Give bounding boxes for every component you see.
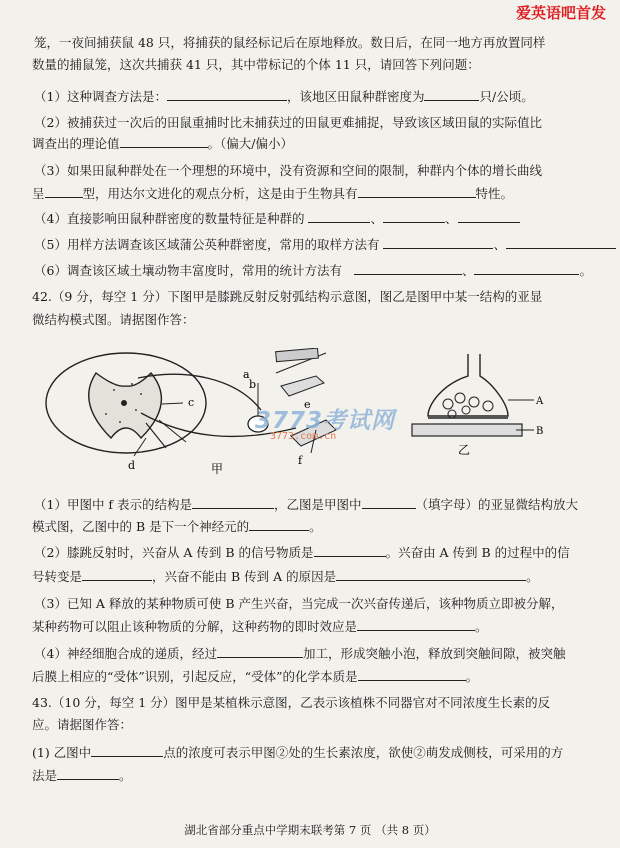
text-line: （2）被捕获过一次后的田鼠重捕时比未捕获过的田鼠更难捕捉，导致该区域田鼠的实际值比 xyxy=(34,115,542,130)
answer-blank[interactable] xyxy=(336,568,526,581)
text: （2）膝跳反射时，兴奋从 A 传到 B 的信号物质是 xyxy=(34,545,314,560)
answer-blank[interactable] xyxy=(217,645,303,658)
answer-blank[interactable] xyxy=(506,236,616,249)
answer-blank[interactable] xyxy=(57,767,119,780)
synapse-diagram xyxy=(398,354,548,474)
text: 。兴奋由 A 传到 B 的过程中的信 xyxy=(385,545,570,560)
answer-blank[interactable] xyxy=(91,744,163,757)
question-41-3-tail xyxy=(32,185,620,203)
text: 、 xyxy=(493,237,506,252)
text-line: 42.（9 分，每空 1 分）下图甲是膝跳反射反射弧结构示意图，图乙是图甲中某一结构的亚显 xyxy=(32,289,543,304)
question-41-2-tail xyxy=(32,135,620,153)
question-42-1 xyxy=(34,496,620,514)
text: 型，用达尔文进化的观点分析，这是由于生物具有 xyxy=(82,186,358,201)
text: 呈 xyxy=(32,186,45,201)
text: （1）甲图中 f 表示的结构是 xyxy=(34,497,193,512)
question-43-1-tail xyxy=(32,767,620,785)
answer-blank[interactable] xyxy=(458,210,520,223)
text-line: 笼，一夜间捕获鼠 48 只，将捕获的鼠经标记后在原地释放。数日后，在同一地方再放置同样 xyxy=(34,35,546,50)
text-line: 43.（10 分，每空 1 分）图甲是某植株示意图，乙表示该植株不同器官对不同浓度生长素的反 xyxy=(32,695,551,710)
text: 法是 xyxy=(32,768,58,783)
text-line: 应。请据图作答： xyxy=(32,717,133,732)
text: 。 xyxy=(119,768,132,783)
label-c: c xyxy=(188,396,195,409)
text: （4）神经细胞合成的递质，经过 xyxy=(34,646,217,661)
question-42-4-tail xyxy=(32,668,620,686)
text: 号转变是 xyxy=(32,569,83,584)
question-41-4 xyxy=(34,210,620,228)
answer-blank[interactable] xyxy=(424,88,479,101)
question-42-2 xyxy=(34,544,620,562)
text: 模式图，乙图中的 B 是下一个神经元的 xyxy=(32,519,250,534)
label-A: A xyxy=(536,396,544,407)
text: （1）这种调查方法是： xyxy=(34,89,167,104)
text: 加工，形成突触小泡，释放到突触间隙，被突触 xyxy=(302,646,566,661)
answer-blank[interactable] xyxy=(167,88,287,101)
label-f: f xyxy=(298,454,303,467)
answer-blank[interactable] xyxy=(474,262,579,275)
answer-blank[interactable] xyxy=(82,568,152,581)
question-42-2-tail xyxy=(32,568,620,586)
site-logo: 3773考试网 xyxy=(255,408,396,434)
answer-blank[interactable] xyxy=(362,496,416,509)
question-42-1-tail xyxy=(32,518,620,536)
text: 。 xyxy=(465,669,479,684)
answer-blank[interactable] xyxy=(120,135,208,148)
answer-blank[interactable] xyxy=(249,518,309,531)
text-line: （3）已知 A 释放的某种物质可使 B 产生兴奋，当完成一次兴奋传递后，该种物质立即被分解， xyxy=(34,596,564,611)
label-a: a xyxy=(243,368,250,381)
text: 点的浓度可表示甲图②处的生长素浓度，欲使②萌发成侧枝，可采用的方 xyxy=(163,745,564,760)
answer-blank[interactable] xyxy=(354,262,462,275)
text: （6）调查该区域土壤动物丰富度时，常用的统计方法有 xyxy=(34,263,342,278)
answer-blank[interactable] xyxy=(358,185,476,198)
text: 。 xyxy=(309,519,322,534)
text-line: 微结构模式图。请据图作答： xyxy=(32,312,195,327)
label-jia: 甲 xyxy=(211,462,224,476)
text: 。 xyxy=(526,569,539,584)
text: 、 xyxy=(461,263,475,278)
answer-blank[interactable] xyxy=(358,668,466,681)
question-42-4 xyxy=(34,645,620,663)
text-line: （3）如果田鼠种群处在一个理想的环境中，没有资源和空间的限制，种群内个体的增长曲线 xyxy=(34,163,542,178)
text: （填字母）的亚显微结构放大 xyxy=(415,497,579,512)
text: 只/公顷。 xyxy=(479,89,534,104)
text: 、 xyxy=(444,211,458,226)
site-watermark: 爱英语吧首发 xyxy=(515,4,606,22)
text: 后膜上相应的“受体”识别，引起反应，“受体”的化学本质是 xyxy=(32,669,358,684)
text: 。（偏大/偏小） xyxy=(207,136,293,151)
text-line: 数量的捕鼠笼，这次共捕获 41 只，其中带标记的个体 11 只，请回答下列问题： xyxy=(32,57,480,72)
label-B: B xyxy=(536,426,544,437)
question-42-3-tail xyxy=(32,618,620,636)
text: 调查出的理论值 xyxy=(32,136,120,151)
text: (1) 乙图中 xyxy=(32,745,92,760)
answer-blank[interactable] xyxy=(192,496,274,509)
question-43-1 xyxy=(32,744,620,762)
label-yi: 乙 xyxy=(458,443,471,457)
text: （4）直接影响田鼠种群密度的数量特征是种群的 xyxy=(34,211,305,226)
answer-blank[interactable] xyxy=(357,618,475,631)
label-e: e xyxy=(304,398,311,411)
text: ，乙图是甲图中 xyxy=(274,497,362,512)
text: ，兴奋不能由 B 传到 A 的原因是 xyxy=(152,569,337,584)
page-footer: 湖北省部分重点中学期末联考第 7 页 （共 8 页） xyxy=(184,823,436,837)
text: （5）用样方法调查该区域蒲公英种群密度，常用的取样方法有 xyxy=(34,237,380,252)
text: 、 xyxy=(370,211,383,226)
question-41-1 xyxy=(34,88,620,106)
text: 特性。 xyxy=(475,186,514,201)
label-b: b xyxy=(249,378,257,391)
answer-blank[interactable] xyxy=(383,210,445,223)
answer-blank[interactable] xyxy=(45,185,83,198)
question-41-5 xyxy=(34,236,620,254)
question-41-6 xyxy=(34,262,620,280)
text: 。 xyxy=(475,619,488,634)
site-logo-url: 3773.com.cn xyxy=(270,431,337,442)
answer-blank[interactable] xyxy=(383,236,493,249)
text: 。 xyxy=(579,263,592,278)
answer-blank[interactable] xyxy=(308,210,370,223)
label-d: d xyxy=(128,459,136,472)
text: ，该地区田鼠种群密度为 xyxy=(286,89,425,104)
answer-blank[interactable] xyxy=(314,544,386,557)
text: 某种药物可以阻止该种物质的分解，这种药物的即时效应是 xyxy=(32,619,358,634)
